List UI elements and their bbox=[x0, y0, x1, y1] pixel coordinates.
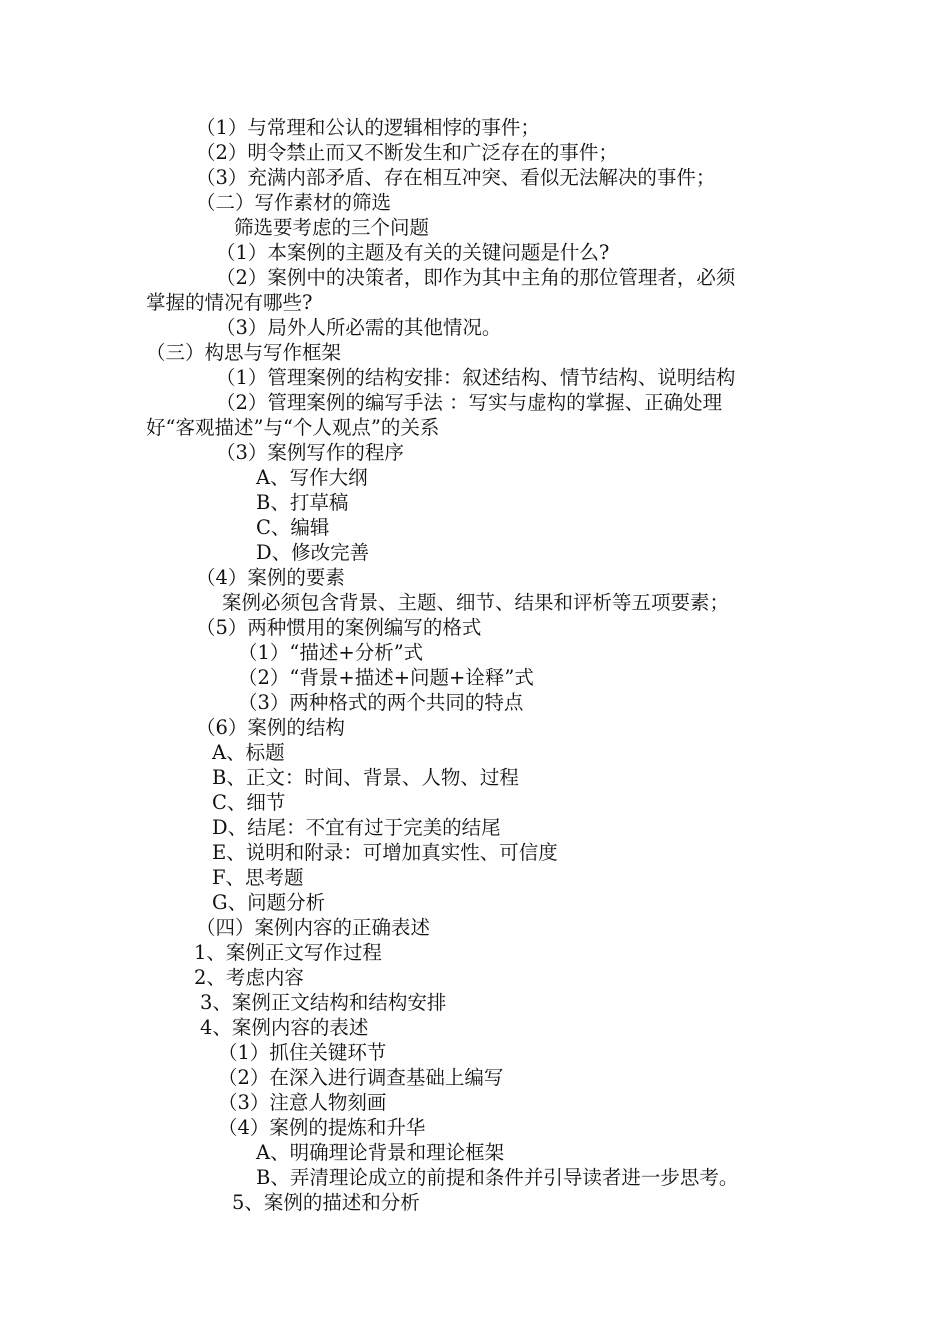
text-line: （2）明令禁止而又不断发生和广泛存在的事件； bbox=[196, 141, 618, 164]
text-line: D、修改完善 bbox=[256, 541, 370, 564]
text-line: 好“客观描述”与“个人观点”的关系 bbox=[146, 416, 440, 439]
text-line: （5）两种惯用的案例编写的格式 bbox=[196, 616, 482, 639]
text-line: （2）“背景+描述+问题+诠释”式 bbox=[238, 666, 534, 689]
text-line: （2）在深入进行调查基础上编写 bbox=[218, 1066, 504, 1089]
text-line: （4）案例的要素 bbox=[196, 566, 345, 589]
text-line: 案例必须包含背景、主题、细节、结果和评析等五项要素； bbox=[222, 591, 730, 614]
text-line: （1）本案例的主题及有关的关键问题是什么? bbox=[216, 241, 610, 264]
text-line: E、说明和附录：可增加真实性、可信度 bbox=[212, 841, 558, 864]
text-line: 1、案例正文写作过程 bbox=[194, 941, 382, 964]
text-line: （3）充满内部矛盾、存在相互冲突、看似无法解决的事件； bbox=[196, 166, 716, 189]
text-line: （6）案例的结构 bbox=[196, 716, 345, 739]
text-line: A、明确理论背景和理论框架 bbox=[256, 1141, 505, 1164]
text-line: （1）与常理和公认的逻辑相悖的事件； bbox=[196, 116, 540, 139]
section-heading: （二）写作素材的筛选 bbox=[196, 191, 392, 214]
text-line: 4、案例内容的表述 bbox=[200, 1016, 369, 1039]
text-line: （2）案例中的决策者，即作为其中主角的那位管理者，必须 bbox=[216, 266, 736, 289]
text-line: C、编辑 bbox=[256, 516, 330, 539]
text-line: D、结尾：不宜有过于完美的结尾 bbox=[212, 816, 501, 839]
text-line: B、打草稿 bbox=[256, 491, 349, 514]
text-line: F、思考题 bbox=[212, 866, 304, 889]
text-line: （4）案例的提炼和升华 bbox=[218, 1116, 426, 1139]
text-line: 掌握的情况有哪些? bbox=[146, 291, 313, 314]
text-line: A、标题 bbox=[212, 741, 285, 764]
text-line: 3、案例正文结构和结构安排 bbox=[200, 991, 447, 1014]
text-line: （3）案例写作的程序 bbox=[216, 441, 404, 464]
text-line: 5、案例的描述和分析 bbox=[232, 1191, 420, 1214]
text-line: （3）注意人物刻画 bbox=[218, 1091, 387, 1114]
text-line: （1）管理案例的结构安排：叙述结构、情节结构、说明结构 bbox=[216, 366, 736, 389]
text-line: （3）局外人所必需的其他情况。 bbox=[216, 316, 502, 339]
text-line: （2）管理案例的编写手法 ：写实与虚构的掌握、正确处理 bbox=[216, 391, 723, 414]
text-line: 2、考虑内容 bbox=[194, 966, 304, 989]
text-line: （1）“描述+分析”式 bbox=[238, 641, 424, 664]
text-line: （3）两种格式的两个共同的特点 bbox=[238, 691, 524, 714]
section-heading: （三）构思与写作框架 bbox=[146, 341, 342, 364]
text-line: B、正文：时间、背景、人物、过程 bbox=[212, 766, 519, 789]
text-line: 筛选要考虑的三个问题 bbox=[234, 216, 430, 239]
text-line: A、写作大纲 bbox=[256, 466, 368, 489]
text-line: （1）抓住关键环节 bbox=[218, 1041, 387, 1064]
text-line: B、弄清理论成立的前提和条件并引导读者进一步思考。 bbox=[256, 1166, 739, 1189]
text-line: G、问题分析 bbox=[212, 891, 326, 914]
text-line: C、细节 bbox=[212, 791, 286, 814]
section-heading: （四）案例内容的正确表述 bbox=[196, 916, 431, 939]
